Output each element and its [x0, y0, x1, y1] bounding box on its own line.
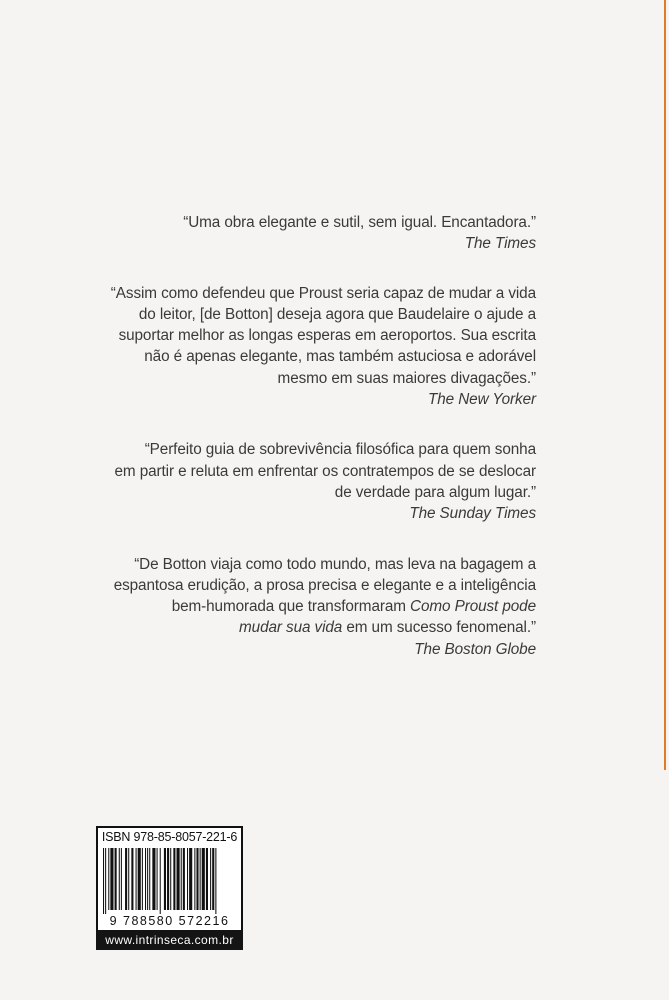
quote-source: The New Yorker	[428, 391, 536, 409]
quote-line	[100, 617, 536, 638]
barcode-bar	[189, 848, 192, 910]
barcode-bar	[173, 848, 175, 910]
barcode-bar	[206, 848, 208, 910]
barcode-bar	[164, 848, 166, 910]
quote-line: de verdade para algum lugar.”	[334, 483, 536, 501]
review-quotes	[100, 212, 536, 660]
quote-the-boston-globe	[100, 554, 536, 660]
isbn-label: ISBN 978-85-8057-221-6	[101, 830, 238, 844]
barcode-bar	[147, 848, 148, 910]
quote-line: do leitor, [de Botton] deseja agora que Baudelaire o ajude a	[138, 305, 536, 323]
barcode-bar	[160, 848, 161, 914]
barcode-bar	[157, 848, 158, 910]
quote-the-new-yorker	[100, 283, 536, 411]
quote-text: em um sucesso fenomenal.”	[342, 619, 536, 637]
barcode-bar	[181, 848, 182, 910]
book-title-italic: mudar sua vida	[239, 619, 343, 637]
barcode-bar	[103, 848, 104, 914]
barcode-bar	[196, 848, 198, 910]
quote-source: The Times	[464, 235, 536, 253]
quote-line	[100, 596, 536, 617]
barcode-bar	[119, 848, 120, 910]
barcode-bar	[152, 848, 155, 910]
barcode-bar	[183, 848, 185, 910]
quote-line: mesmo em suas maiores divagações.”	[277, 369, 536, 387]
barcode-bar	[200, 848, 201, 910]
quote-the-times	[100, 212, 536, 255]
barcode-digits: 9 788580 572216	[109, 914, 230, 928]
barcode-bar	[128, 848, 129, 910]
barcode-bar	[170, 848, 171, 910]
barcode-bar	[105, 848, 106, 914]
quote-the-sunday-times	[100, 439, 536, 524]
barcode-bar	[115, 848, 117, 910]
barcode-bar	[125, 848, 127, 910]
book-title-italic: Como Proust pode	[410, 598, 536, 616]
barcode-bar	[121, 848, 122, 910]
quote-source: The Sunday Times	[409, 505, 536, 523]
isbn-barcode	[96, 826, 243, 950]
spine-accent-line	[664, 0, 666, 770]
barcode-bar	[215, 848, 216, 914]
barcode-bar	[108, 848, 109, 910]
quote-source: The Boston Globe	[414, 640, 536, 658]
barcode-bar	[177, 848, 180, 910]
barcode-bar	[187, 848, 188, 910]
quote-line: “Perfeito guia de sobrevivência filosófica para quem sonha	[144, 441, 536, 459]
publisher-url: www.intrinseca.com.br	[96, 930, 243, 950]
barcode-bar	[167, 848, 169, 910]
quote-text: bem-humorada que transformaram	[171, 598, 411, 616]
barcode-bar	[131, 848, 133, 910]
quote-line: “De Botton viaja como todo mundo, mas leva na bagagem a	[134, 555, 536, 573]
barcode-bar	[194, 848, 195, 910]
barcode-bar	[142, 848, 143, 910]
barcode-bar	[145, 848, 146, 910]
quote-line: “Assim como defendeu que Proust seria capaz de mudar a vida	[110, 284, 536, 302]
quote-line: suportar melhor as longas esperas em aeroportos. Sua escrita	[118, 327, 536, 345]
barcode-bar	[210, 848, 211, 910]
barcode-bars	[103, 848, 237, 914]
quote-line: “Uma obra elegante e sutil, sem igual. Encantadora.”	[183, 214, 536, 231]
barcode-bar	[110, 848, 113, 910]
barcode-bar	[212, 848, 214, 910]
barcode-bar	[202, 848, 205, 910]
barcode-bar	[149, 848, 150, 910]
quote-line: em partir e reluta em enfrentar os contratempos de se deslocar	[114, 462, 536, 480]
barcode-bar	[138, 848, 141, 910]
quote-line: não é apenas elegante, mas também astuciosa e adorável	[144, 348, 536, 366]
quote-line: espantosa erudição, a prosa precisa e elegante e a inteligência	[113, 576, 536, 594]
barcode-bar	[136, 848, 137, 910]
